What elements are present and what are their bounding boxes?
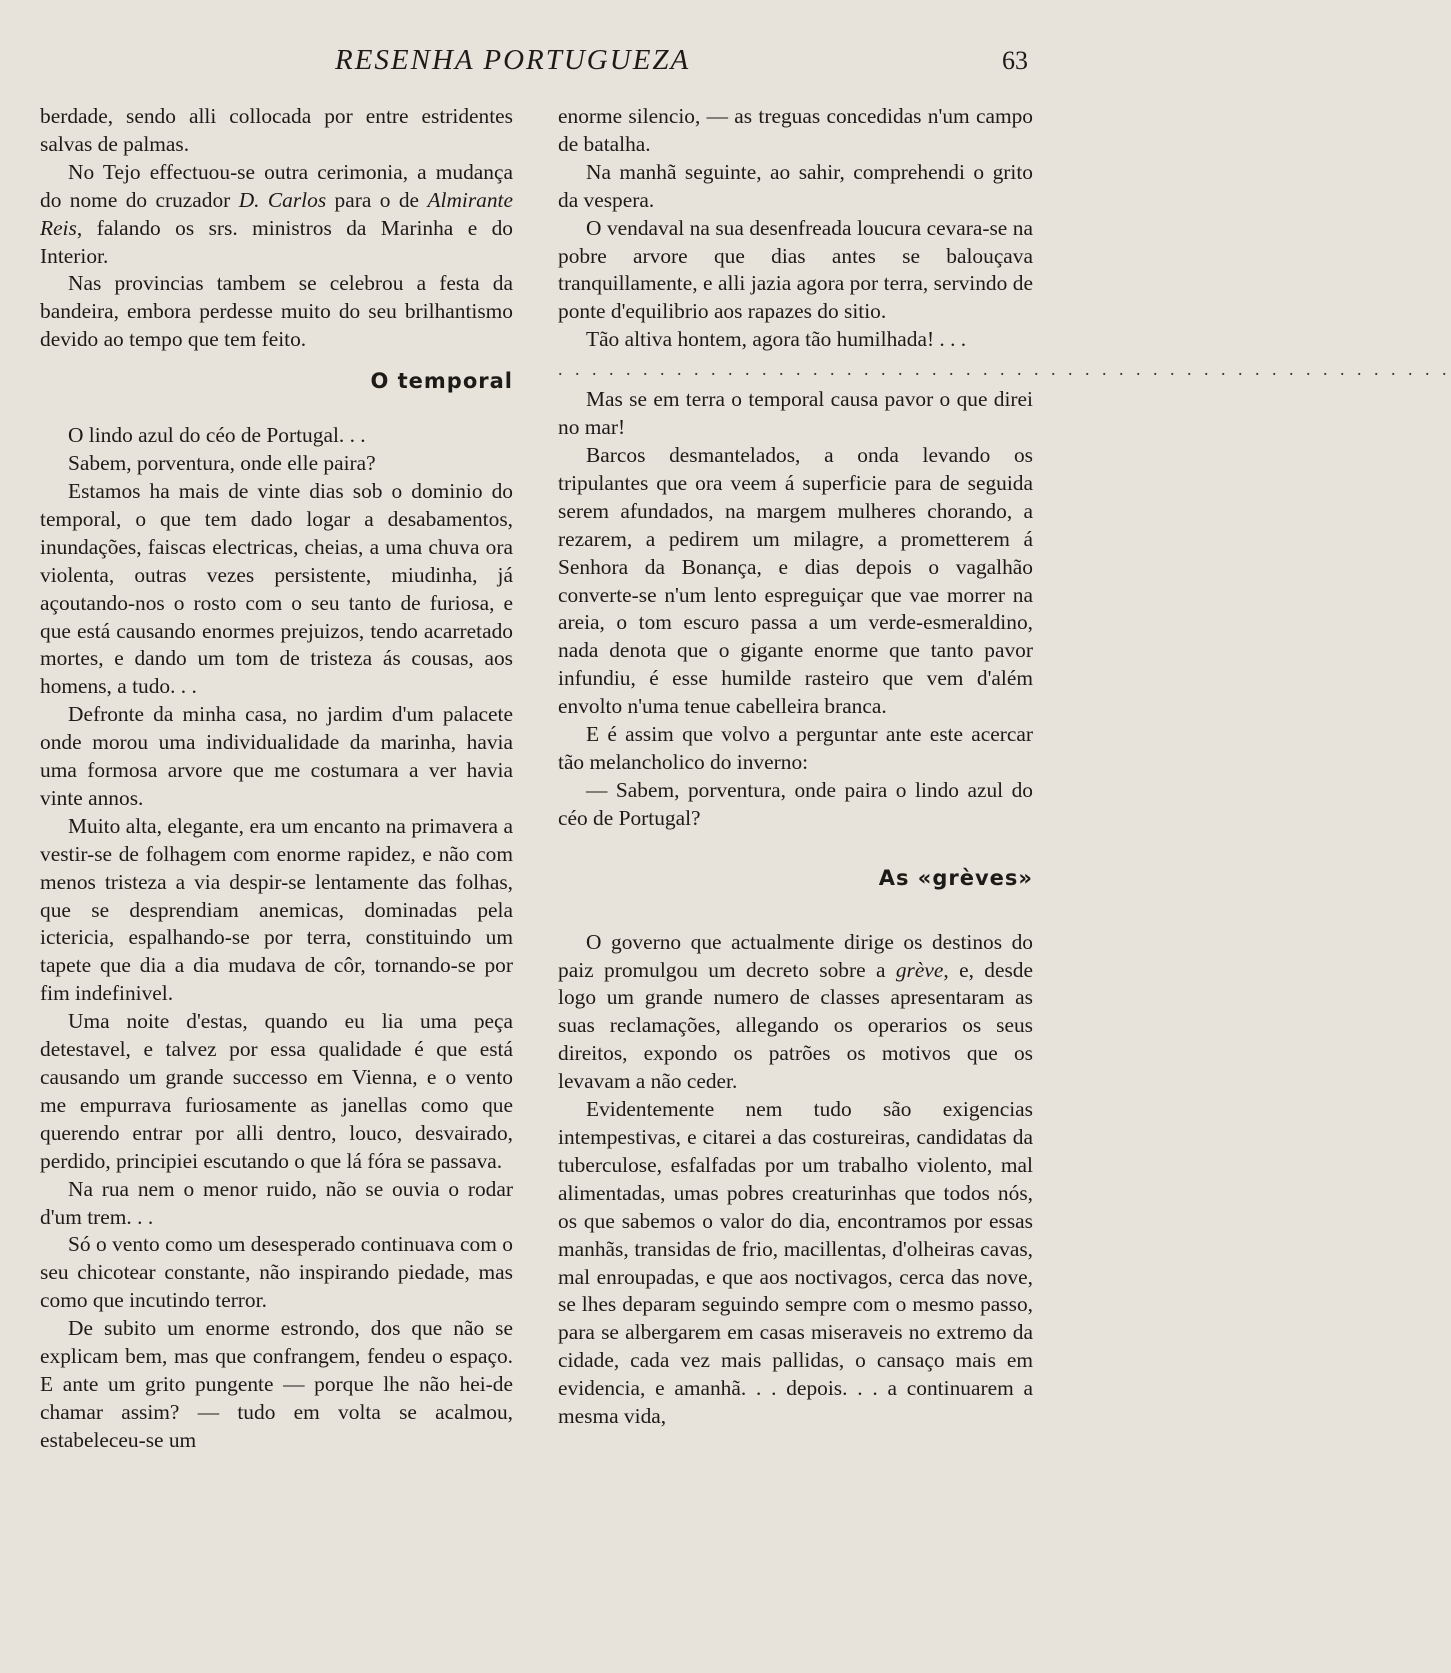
paragraph: — Sabem, porventura, onde paira o lindo azul do céo de Portugal? — [558, 777, 1033, 830]
paragraph: E é assim que volvo a perguntar ante este acercar tão melancholico do inverno: — [558, 722, 1033, 774]
left-column — [40, 103, 513, 1455]
paragraph: Barcos desmantelados, a onda levando os tripulantes que ora veem á superficie para de seguida serem afundados, na margem mulheres chorando, a rezarem, a pedirem um milagre, a prometterem á Senhora da Bonança, e dias depois o vagalhão converte-se n'um lento espreguiçar que vae morrer na areia, o tom escuro passa a um verde-esmeraldino, nada denota que o gigante enorme que tanto pavor infundiu, é esse humilde rasteiro que vem d'além envolto n'uma tenue cabelleira branca. — [558, 442, 1033, 719]
paragraph: Sabem, porventura, onde elle paira? — [68, 451, 376, 476]
page-number: 63 — [1002, 46, 1028, 75]
paragraph: Mas se em terra o temporal causa pavor o que direi no mar! — [558, 387, 1033, 440]
running-header — [0, 44, 1100, 84]
paragraph: Só o vento como um desesperado continuava com o seu chicotear constante, não inspirando piedade, mas como que incutindo terror. — [40, 1232, 513, 1313]
section-heading-temporal: O temporal — [370, 369, 513, 394]
term-greve: grève — [895, 957, 944, 982]
paragraph: Nas provincias tambem se celebrou a festa da bandeira, embora perdesse muito do seu brilhantismo devido ao tempo que tem feito. — [40, 271, 513, 352]
paragraph: Tão altiva hontem, agora tão humilhada! . . . — [586, 327, 967, 352]
paragraph: Evidentemente nem tudo são exigencias intempestivas, e citarei a das costureiras, candidatas da tuberculose, esfalfadas por um trabalho violento, mal alimentadas, umas pobres creaturinhas que todos nós, os que sabemos o valor do dia, encontramos por essas manhãs, transidas de frio, macillentas, d'olheiras cavas, mal enroupadas, e que aos noctivagos, cerca das nove, se lhes deparam seguindo sempre com o mesmo passo, para se albergarem em casas miseraveis no extremo da cidade, cada vez mais pallidas, o cansaço mais em evidencia, e amanhã. . . depois. . . a continuarem a mesma vida, — [558, 1097, 1033, 1429]
paragraph: Defronte da minha casa, no jardim d'um palacete onde morou uma individualidade da marinha, havia uma formosa arvore que me costumara a ver havia vinte annos. — [40, 702, 513, 810]
paragraph: Uma noite d'estas, quando eu lia uma peça detestavel, e talvez por essa qualidade é que está causando um grande successo em Vienna, e o vento me empurrava furiosamente as janellas como que querendo entrar por alli dentro, louco, desvairado, perdido, principiei escutando o que lá fóra se passava. — [40, 1009, 513, 1173]
paragraph: O lindo azul do céo de Portugal. . . — [68, 423, 366, 448]
section-heading-greves: As «grèves» — [878, 865, 1033, 890]
paragraph: Muito alta, elegante, era um encanto na primavera a vestir-se de folhagem com enorme rapidez, e não com menos tristeza a via despir-se lentamente das folhas, que se desprendiam anemicas, dominadas pela ictericia, espalhando-se por terra, constituindo um tapete que dia a dia mudava de côr, tornando-se por fim indefinivel. — [40, 813, 513, 1006]
right-column — [558, 103, 1451, 1431]
ship-name-new: Almirante Reis — [40, 187, 513, 240]
paragraph: De subito um enorme estrondo, dos que não se explicam bem, mas que confrangem, fendeu o espaço. E ante um grito pungente — porque lhe não hei-de chamar assim? — tudo em volta se acalmou, estabeleceu-se um — [40, 1316, 513, 1452]
paragraph: Estamos ha mais de vinte dias sob o dominio do temporal, o que tem dado logar a desabamentos, inundações, faiscas electricas, cheias, a uma chuva ora violenta, outras vezes persistente, miudinha, já açoutando-nos o rosto com o seu tanto de furiosa, e que está causando enormes prejuizos, tendo acarretado mortes, e dando um tom de tristeza ás cousas, aos homens, a tudo. . . — [40, 478, 513, 699]
publication-title: RESENHA PORTUGUEZA — [335, 44, 691, 76]
text-run: para o de — [326, 187, 428, 212]
ship-name-old: D. Carlos — [238, 187, 327, 212]
text-run: O governo que actualmente dirige os destinos do paiz promulgou um decreto sobre a — [558, 929, 1033, 982]
paragraph: enorme silencio, — as treguas concedidas n'um campo de batalha. — [558, 104, 1033, 156]
dotted-separator: . . . . . . . . . . . . . . . . . . . . . . . . . . . . . . . . . . . . . . . . . . . . . . . . . . . . . — [558, 359, 1451, 380]
text-run: No Tejo effectuou-se outra cerimonia, a mudança do nome do cruzador — [40, 159, 513, 212]
paragraph: Na manhã seguinte, ao sahir, comprehendi o grito da vespera. — [558, 159, 1033, 212]
paragraph — [40, 159, 513, 271]
paragraph: O vendaval na sua desenfreada loucura cevara-se na pobre arvore que dias antes se balouçava tranquillamente, e alli jazia agora por terra, servindo de ponte d'equilibrio aos rapazes do sitio. — [558, 215, 1033, 324]
paragraph: Na rua nem o menor ruido, não se ouvia o rodar d'um trem. . . — [40, 1176, 513, 1229]
paragraph — [558, 929, 1033, 1096]
text-run: , falando os srs. ministros da Marinha e do Interior. — [40, 215, 513, 268]
paragraph: berdade, sendo alli collocada por entre estridentes salvas de palmas. — [40, 104, 513, 156]
text-run: , e, desde logo um grande numero de classes apresentaram as suas reclamações, allegando os operarios os seus direitos, expondo os patrões os motivos que os levavam a não ceder. — [558, 957, 1033, 1094]
